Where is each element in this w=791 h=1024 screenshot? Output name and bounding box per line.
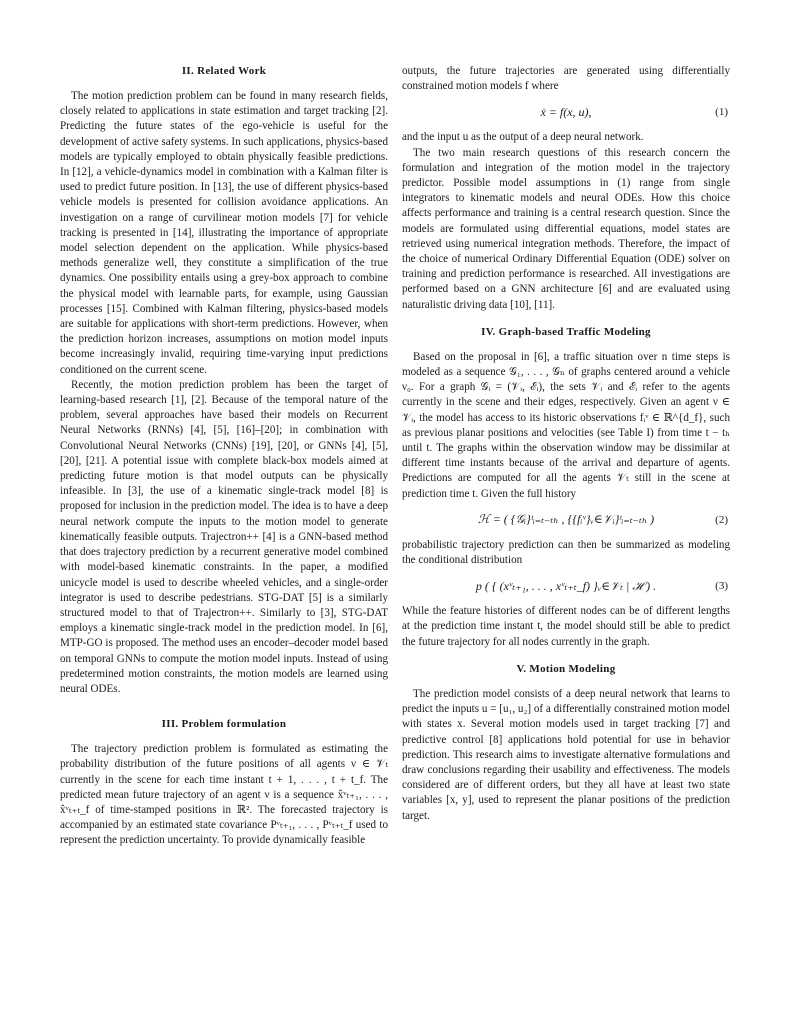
section-2-paragraph-2: Recently, the motion prediction problem has been the target of learning-based research [1], [2]. Because of the temporal nature of the problem, several approaches have based their models on Recurrent Neural Networks (RNNs) [4], [5], [16]–[20]; in combination with Convolutional Neural Networks (CNNs) [19], [20], or GNNs [4], [5], [20], [21]. A potential issue with complete black-box models aimed at predicting future motion is that model outputs can be physically infeasible. In [3], the use of a kinematic single-track model [8] is proposed for inclusion in the prediction model. The idea is to have a deep neural network compute the inputs to the motion model to generate kinematically feasible outputs. Trajectron++ [4] is a GNN-based method that does trajectory prediction by a recurrent generative model combined with model-based kinematic constraints. In the paper, a modified unicycle model is used to describe wheeled vehicles, and a single-order integrator is used to describe pedestrians. STG-DAT [5] is a similarly structured model to that of Trajectron++. Similarly to [3], STG-DAT employs a kinematic single-track model in the prediction model. In [6], MTP-GO is proposed. The method uses an encoder–decoder model based on temporal GNNs to compute the motion model inputs. Instead of using predetermined motion constraints, the motion models are learned using neural ODEs. xyxy=(60,378,388,695)
section-3-paragraph: The trajectory prediction problem is formulated as estimating the probability distribution of the future positions of all agents ν ∈ 𝒱ₜ currently in the scene for each time instant t + 1, . . . , t + t_f. The predicted mean future trajectory of an agent ν is a sequence x̂ᵛₜ₊₁, . . . , x̂ᵛₜ₊ₜ_f of time-stamped positions in ℝ². The forecasted trajectory is accompanied by an estimated state covariance Pᵛₜ₊₁, . . . , Pᵛₜ₊ₜ_f used to represent the prediction uncertainty. To provide dynamically feasible xyxy=(60,743,388,847)
section-5-paragraph-1: The prediction model consists of a deep neural network that learns to predict the inputs u = [u₁, u₂] of a differentially constrained motion model with states x. Several motion models used in target tracking [7] and predictive control [8] applications hold potential for use in behavior prediction. This research aims to investigate alternative formulations and draw conclusions regarding their usability and effectiveness. The models considered are of different orders, but they all have at least two state variables [x, y], used to represent the planar positions of the prediction target. xyxy=(402,687,730,822)
equation-3-number: (3) xyxy=(715,580,728,593)
section-2-paragraph-1: The motion prediction problem can be found in many research fields, closely related to applications in state estimation and target tracking [2]. Predicting the future states of the ego-vehicle is useful for the development of active safety systems. In such applications, physics-based models are typically employed to obtain physically feasible predictions. In [12], a vehicle-dynamics model in combination with a Kalman filter is used to predict future position. In [13], the use of different physics-based vehicle models is presented for collision avoidance applications. An investigation on a range of curvilinear motion models [7] for vehicle tracking is presented in [14], illustrating the importance of appropriate model selection dependent on the application. While physics-based methods generalize well, they constitute a simplification of the true dynamics. One possibility entails using a grey-box approach to combine the physical model with learnable parts, for example, using Gaussian processes [15]. Combined with Kalman filtering, physics-based models are suitable for applications with short-term predictions. However, when the prediction horizon increases, assumptions on motion model inputs become increasingly invalid, requiring time-varying input predictions conditioned on the current scene. xyxy=(60,90,388,376)
continuation-paragraph: outputs, the future trajectories are generated using differentially constrained motion models f where xyxy=(402,65,730,93)
section-3-heading: III. Problem formulation xyxy=(161,718,287,731)
equation-2-body: ℋ = ( {𝒢ᵢ}ᵗᵢ₌ₜ₋ₜₕ , {{fᵢᵛ}ᵥ∈𝒱ᵢ}ᵗᵢ₌ₜ₋ₜₕ ) xyxy=(477,512,655,527)
equation-2-number: (2) xyxy=(715,513,728,526)
after-equation-1: and the input u as the output of a deep neural network. xyxy=(402,131,644,144)
section-4-paragraph-2: probabilistic trajectory prediction can then be summarized as modeling the conditional distribution xyxy=(402,538,730,567)
section-4-paragraph-1: Based on the proposal in [6], a traffic situation over n time steps is modeled as a sequence 𝒢₁, . . . , 𝒢ₙ of graphs centered around a vehicle ν₀. For a graph 𝒢ᵢ = (𝒱ᵢ, ℰᵢ), the sets 𝒱ᵢ and ℰᵢ refer to the agents currently in the scene and their edges, respectively. Given an agent ν ∈ 𝒱ᵢ, the model has access to its historic observations fᵢᵛ ∈ ℝ^{d_f}, such as previous planar positions and velocities (see Table I) from time t − tₕ until t. The graphs within the observation window may be dissimilar at different time instants because of the arrival and departure of agents. Predictions are computed for all the agents 𝒱ₜ still in the scene at prediction time t. Given the full history xyxy=(402,350,730,500)
equation-2 xyxy=(402,502,730,538)
research-questions-paragraph: The two main research questions of this research concern the formulation and integration of the motion model in the trajectory predictor. Possible model assumptions in (1) range from single integrators to kinematic models and neural ODEs. How this choice affects performance and training is a central research question. Since the models are formulated using differential equations, model states are retrieved using numerical integration methods. Therefore, the impact of the choice of numerical Ordinary Differential Equation (ODE) solver on training and prediction performance is researched. All investigations are performed based on a GNN architecture [6] and are evaluated using naturalistic driving data [10], [11]. xyxy=(402,146,730,311)
equation-3-body: p ( { (xᵛₜ₊₁, . . . , xᵛₜ₊ₜ_f) }ᵥ∈𝒱ₜ | ℋ ) . xyxy=(475,578,657,593)
equation-1-number: (1) xyxy=(715,106,728,119)
section-2-heading: II. Related Work xyxy=(181,65,267,77)
equation-1-body: ẋ = f(x, u), xyxy=(540,104,592,119)
left-column xyxy=(60,64,388,849)
section-5-heading: V. Motion Modeling xyxy=(516,662,616,675)
equation-3 xyxy=(402,568,730,604)
right-column xyxy=(402,64,730,824)
section-4-paragraph-3: While the feature histories of different nodes can be of different lengths at the prediction time instant t, the model should still be able to predict the future trajectory for all nodes currently in the graph. xyxy=(402,605,730,648)
section-4-heading: IV. Graph-based Traffic Modeling xyxy=(481,325,651,338)
equation-1 xyxy=(402,94,730,130)
